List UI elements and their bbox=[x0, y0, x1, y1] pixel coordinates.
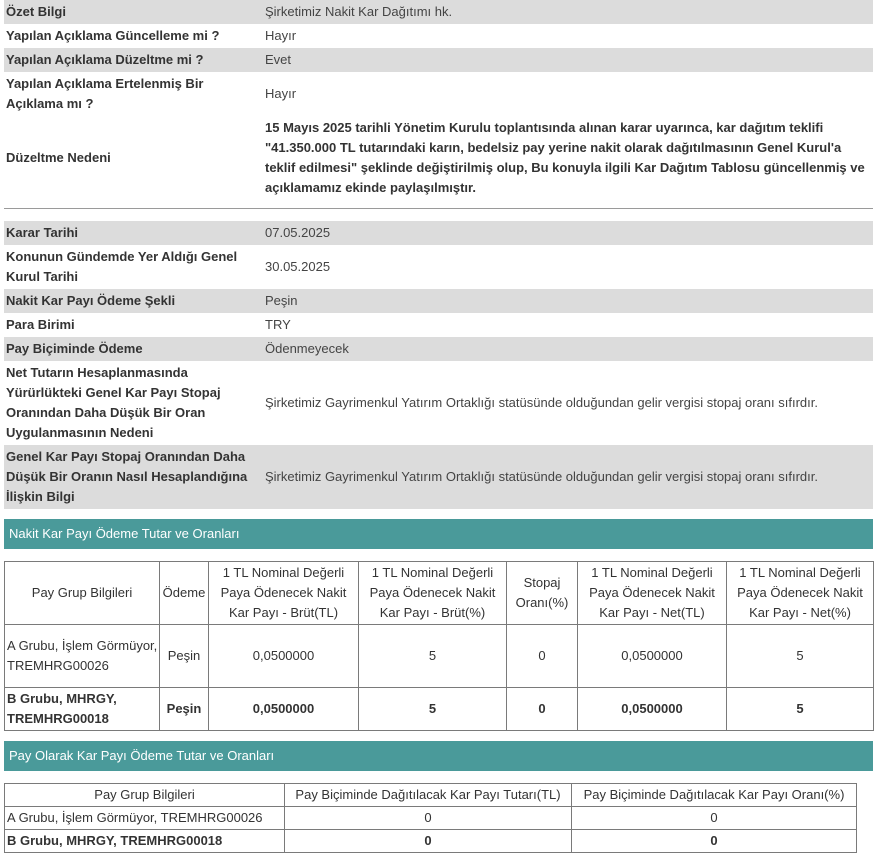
cell: A Grubu, İşlem Görmüyor, TREMHRG00026 bbox=[5, 625, 160, 688]
detail-label: Konunun Gündemde Yer Aldığı Genel Kurul Tarihi bbox=[4, 245, 265, 289]
col-header: 1 TL Nominal Değerli Paya Ödenecek Nakit Kar Payı - Net(TL) bbox=[578, 562, 727, 625]
summary-label: Yapılan Açıklama Güncelleme mi ? bbox=[4, 24, 265, 48]
col-header: Pay Biçiminde Dağıtılacak Kar Payı Oranı(%) bbox=[572, 784, 857, 807]
table-header-row bbox=[5, 562, 874, 625]
summary-row bbox=[4, 0, 873, 24]
detail-row bbox=[4, 361, 873, 445]
cell: 5 bbox=[359, 688, 507, 731]
detail-row bbox=[4, 221, 873, 245]
cell: A Grubu, İşlem Görmüyor, TREMHRG00026 bbox=[5, 807, 285, 830]
detail-value: Peşin bbox=[265, 289, 873, 313]
cell: 0,0500000 bbox=[578, 688, 727, 731]
cell: 0,0500000 bbox=[209, 688, 359, 731]
summary-value: Hayır bbox=[265, 24, 873, 48]
detail-value: TRY bbox=[265, 313, 873, 337]
col-header: Ödeme bbox=[160, 562, 209, 625]
cell: 5 bbox=[359, 625, 507, 688]
detail-row bbox=[4, 445, 873, 509]
summary-value: Hayır bbox=[265, 72, 873, 116]
summary-label: Yapılan Açıklama Ertelenmiş Bir Açıklama mı ? bbox=[4, 72, 265, 116]
summary-row bbox=[4, 24, 873, 48]
details-table bbox=[4, 221, 873, 509]
summary-row bbox=[4, 72, 873, 116]
detail-row bbox=[4, 245, 873, 289]
summary-value: Şirketimiz Nakit Kar Dağıtımı hk. bbox=[265, 0, 873, 24]
table-row bbox=[5, 830, 857, 853]
table-row bbox=[5, 807, 857, 830]
cell: B Grubu, MHRGY, TREMHRG00018 bbox=[5, 830, 285, 853]
col-header: Pay Biçiminde Dağıtılacak Kar Payı Tutarı(TL) bbox=[285, 784, 572, 807]
cell: 0 bbox=[507, 625, 578, 688]
table-row bbox=[5, 688, 874, 731]
share-dividend-table bbox=[4, 783, 857, 853]
cash-dividend-table bbox=[4, 561, 874, 731]
detail-label: Nakit Kar Payı Ödeme Şekli bbox=[4, 289, 265, 313]
detail-row bbox=[4, 289, 873, 313]
detail-label: Pay Biçiminde Ödeme bbox=[4, 337, 265, 361]
table-row bbox=[5, 625, 874, 688]
col-header: Pay Grup Bilgileri bbox=[5, 562, 160, 625]
summary-table bbox=[4, 0, 873, 200]
summary-label: Yapılan Açıklama Düzeltme mi ? bbox=[4, 48, 265, 72]
detail-label: Karar Tarihi bbox=[4, 221, 265, 245]
table-header-row bbox=[5, 784, 857, 807]
summary-value: Evet bbox=[265, 48, 873, 72]
detail-value: 07.05.2025 bbox=[265, 221, 873, 245]
cell: 0 bbox=[572, 807, 857, 830]
cell: Peşin bbox=[160, 688, 209, 731]
share-section-title: Pay Olarak Kar Payı Ödeme Tutar ve Oranları bbox=[4, 741, 873, 771]
col-header: 1 TL Nominal Değerli Paya Ödenecek Nakit Kar Payı - Brüt(TL) bbox=[209, 562, 359, 625]
col-header: 1 TL Nominal Değerli Paya Ödenecek Nakit Kar Payı - Brüt(%) bbox=[359, 562, 507, 625]
cell: Peşin bbox=[160, 625, 209, 688]
detail-value: Ödenmeyecek bbox=[265, 337, 873, 361]
detail-label: Net Tutarın Hesaplanmasında Yürürlükteki Genel Kar Payı Stopaj Oranından Daha Düşük Bir Oran Uygulanmasının Nedeni bbox=[4, 361, 265, 445]
cell: 0 bbox=[285, 807, 572, 830]
detail-value: 30.05.2025 bbox=[265, 245, 873, 289]
cell: 0,0500000 bbox=[209, 625, 359, 688]
summary-label: Düzeltme Nedeni bbox=[4, 116, 265, 200]
detail-value: Şirketimiz Gayrimenkul Yatırım Ortaklığı statüsünde olduğundan gelir vergisi stopaj oranı sıfırdır. bbox=[265, 445, 873, 509]
col-header: 1 TL Nominal Değerli Paya Ödenecek Nakit Kar Payı - Net(%) bbox=[727, 562, 874, 625]
cash-section-title: Nakit Kar Payı Ödeme Tutar ve Oranları bbox=[4, 519, 873, 549]
divider bbox=[4, 208, 873, 209]
cell: 0,0500000 bbox=[578, 625, 727, 688]
cell: 0 bbox=[285, 830, 572, 853]
correction-reason-value: 15 Mayıs 2025 tarihli Yönetim Kurulu toplantısında alınan karar uyarınca, kar dağıtım teklifi "41.350.000 TL tutarındaki karın, bedelsiz pay yerine nakit olarak dağıtılmasının Genel Kurul'a teklif edilmesi" şeklinde değiştirilmiş olup, Bu konuyla ilgili Kar Dağıtım Tablosu güncellenmiş ve açıklamamız ekinde paylaşılmıştır. bbox=[265, 116, 873, 200]
detail-label: Para Birimi bbox=[4, 313, 265, 337]
detail-row bbox=[4, 337, 873, 361]
summary-row bbox=[4, 48, 873, 72]
detail-value: Şirketimiz Gayrimenkul Yatırım Ortaklığı statüsünde olduğundan gelir vergisi stopaj oranı sıfırdır. bbox=[265, 361, 873, 445]
col-header: Stopaj Oranı(%) bbox=[507, 562, 578, 625]
cell: 0 bbox=[572, 830, 857, 853]
cell: 0 bbox=[507, 688, 578, 731]
summary-label: Özet Bilgi bbox=[4, 0, 265, 24]
cell: 5 bbox=[727, 688, 874, 731]
cell: B Grubu, MHRGY, TREMHRG00018 bbox=[5, 688, 160, 731]
summary-row bbox=[4, 116, 873, 200]
col-header: Pay Grup Bilgileri bbox=[5, 784, 285, 807]
cell: 5 bbox=[727, 625, 874, 688]
detail-label: Genel Kar Payı Stopaj Oranından Daha Düşük Bir Oranın Nasıl Hesaplandığına İlişkin Bilgi bbox=[4, 445, 265, 509]
detail-row bbox=[4, 313, 873, 337]
